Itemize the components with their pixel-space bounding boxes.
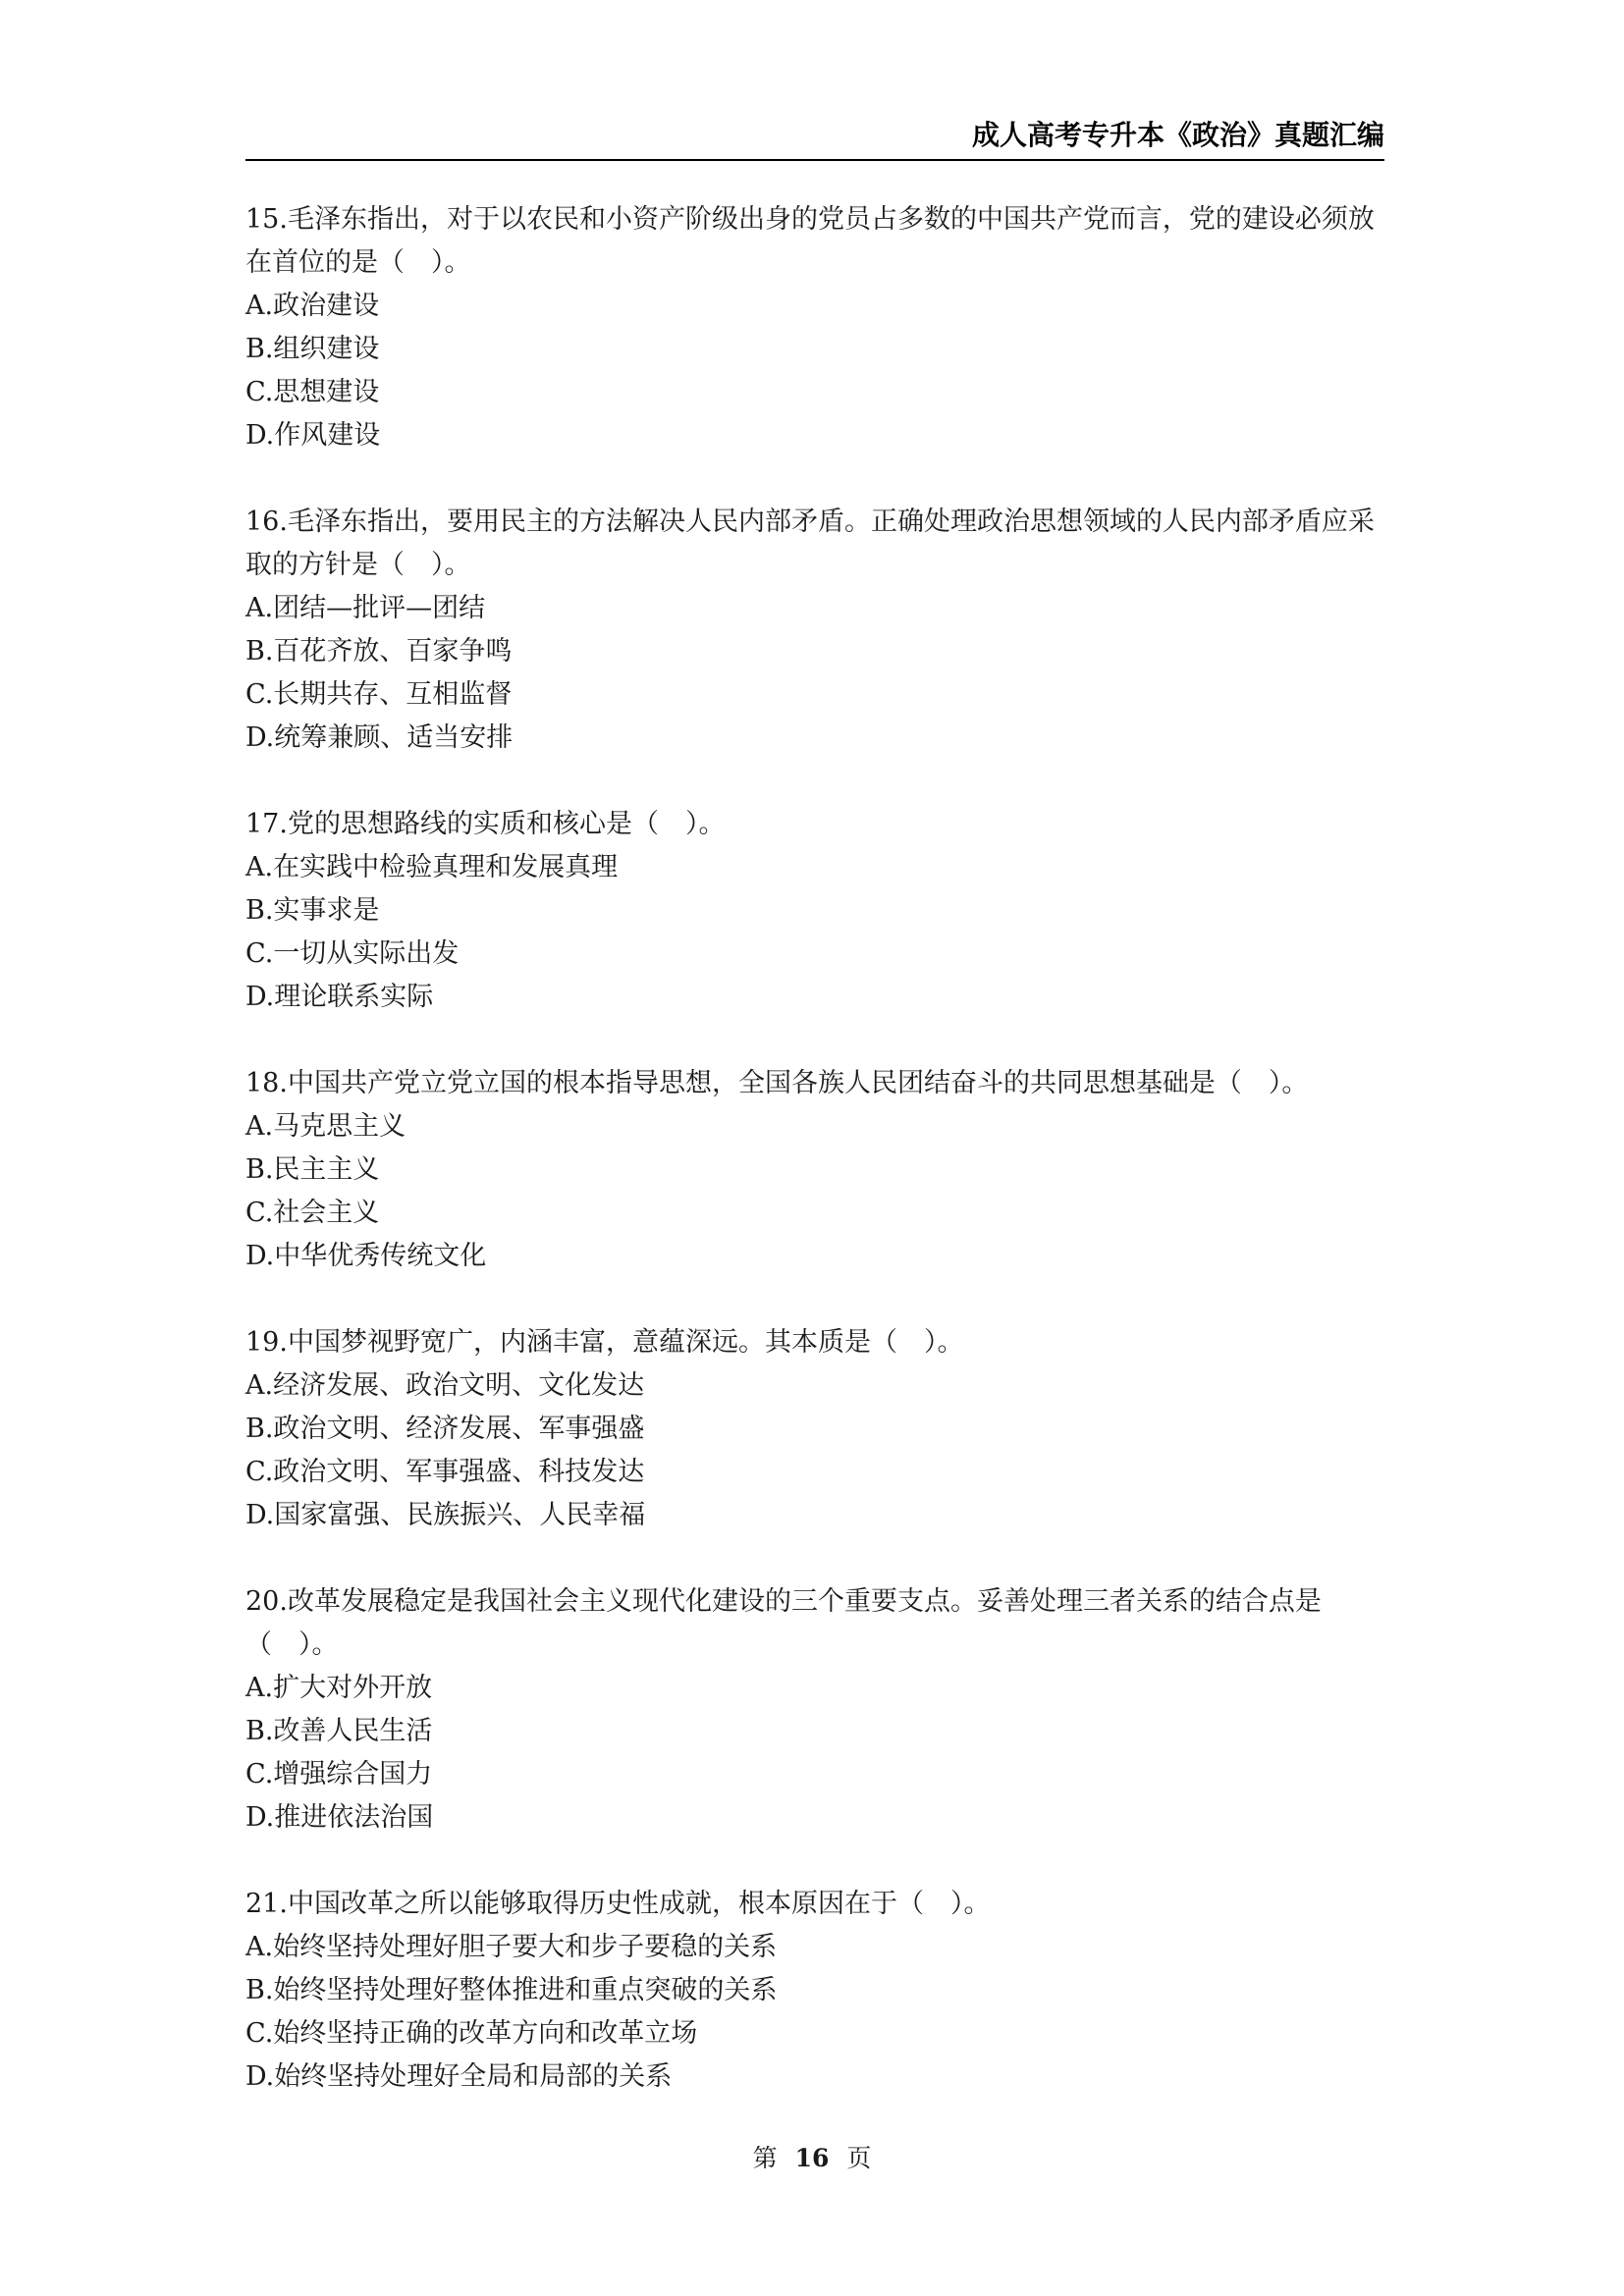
option-b: B.实事求是 — [245, 895, 380, 926]
option-a: A.经济发展、政治文明、文化发达 — [245, 1370, 645, 1401]
option-a: A.扩大对外开放 — [245, 1673, 433, 1703]
option-a: A.始终坚持处理好胆子要大和步子要稳的关系 — [245, 1932, 778, 1962]
option-a: A.在实践中检验真理和发展真理 — [245, 852, 619, 882]
question-stem: 16.毛泽东指出，要用民主的方法解决人民内部矛盾。正确处理政治思想领域的人民内部矛盾应采取的方针是（ ）。 — [245, 507, 1375, 580]
header-title: 成人高考专升本《政治》真题汇编 — [971, 119, 1384, 151]
option-d: D.中华优秀传统文化 — [245, 1241, 487, 1271]
page-label-prefix: 第 — [752, 2144, 778, 2172]
option-c: C.增强综合国力 — [245, 1759, 433, 1789]
option-b: B.百花齐放、百家争鸣 — [245, 636, 513, 667]
option-b: B.组织建设 — [245, 334, 380, 364]
option-d: D.国家富强、民族振兴、人民幸福 — [245, 1500, 646, 1530]
question-19 — [245, 1321, 1384, 1537]
question-15 — [245, 198, 1384, 457]
option-c: C.始终坚持正确的改革方向和改革立场 — [245, 2018, 698, 2049]
option-d: D.始终坚持处理好全局和局部的关系 — [245, 2061, 673, 2092]
question-stem: 21.中国改革之所以能够取得历史性成就，根本原因在于（ ）。 — [245, 1889, 991, 1919]
question-stem: 18.中国共产党立党立国的根本指导思想，全国各族人民团结奋斗的共同思想基础是（ ）。 — [245, 1068, 1309, 1098]
page-number: 16 — [794, 2144, 830, 2172]
page-footer — [0, 2142, 1624, 2175]
option-b: B.民主主义 — [245, 1154, 380, 1185]
option-c: C.政治文明、军事强盛、科技发达 — [245, 1457, 645, 1487]
question-stem: 20.改革发展稳定是我国社会主义现代化建设的三个重要支点。妥善处理三者关系的结合点是（ ）。 — [245, 1586, 1322, 1660]
question-21 — [245, 1883, 1384, 2099]
option-d: D.作风建设 — [245, 420, 381, 451]
option-c: C.社会主义 — [245, 1198, 380, 1228]
question-17 — [245, 803, 1384, 1019]
question-16 — [245, 501, 1384, 760]
page-header — [245, 118, 1384, 161]
question-stem: 15.毛泽东指出，对于以农民和小资产阶级出身的党员占多数的中国共产党而言，党的建设必须放在首位的是（ ）。 — [245, 204, 1375, 278]
option-b: B.政治文明、经济发展、军事强盛 — [245, 1414, 645, 1444]
option-d: D.推进依法治国 — [245, 1802, 434, 1833]
question-list — [245, 198, 1384, 2142]
question-18 — [245, 1062, 1384, 1278]
question-stem: 17.党的思想路线的实质和核心是（ ）。 — [245, 809, 726, 839]
page-label-suffix: 页 — [846, 2144, 872, 2172]
option-b: B.始终坚持处理好整体推进和重点突破的关系 — [245, 1975, 778, 2005]
option-d: D.统筹兼顾、适当安排 — [245, 722, 514, 753]
option-d: D.理论联系实际 — [245, 982, 434, 1012]
option-a: A.马克思主义 — [245, 1111, 406, 1142]
option-c: C.思想建设 — [245, 377, 380, 407]
option-a: A.团结—批评—团结 — [245, 593, 486, 623]
question-20 — [245, 1580, 1384, 1840]
option-b: B.改善人民生活 — [245, 1716, 433, 1746]
question-stem: 19.中国梦视野宽广，内涵丰富，意蕴深远。其本质是（ ）。 — [245, 1327, 964, 1358]
option-c: C.长期共存、互相监督 — [245, 679, 513, 710]
option-a: A.政治建设 — [245, 291, 380, 321]
option-c: C.一切从实际出发 — [245, 938, 460, 969]
